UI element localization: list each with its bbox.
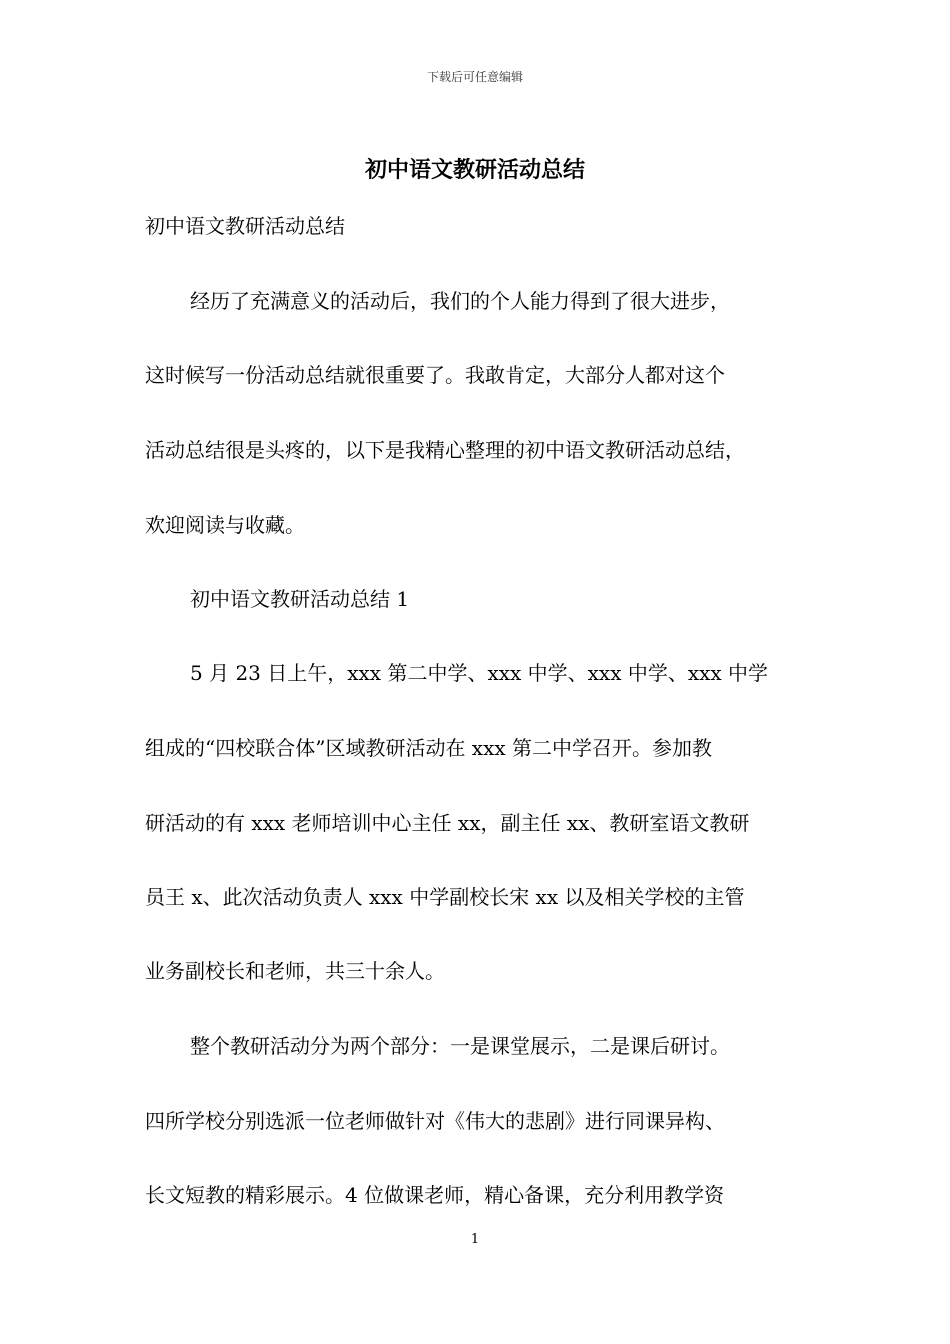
paragraph-line: 经历了充满意义的活动后，我们的个人能力得到了很大进步，	[190, 289, 730, 313]
paragraph-line: 整个教研活动分为两个部分：一是课堂展示，二是课后研讨。	[190, 1034, 730, 1058]
paragraph-line: 业务副校长和老师，共三十余人。	[145, 959, 445, 983]
page-number: 1	[470, 1232, 480, 1247]
paragraph-line: 这时候写一份活动总结就很重要了。我敢肯定，大部分人都对这个	[145, 363, 725, 387]
paragraph-line: 组成的“四校联合体”区域教研活动在 xxx 第二中学召开。参加教	[145, 736, 713, 760]
paragraph-line: 研活动的有 xxx 老师培训中心主任 xx，副主任 xx、教研室语文教研	[145, 811, 750, 835]
paragraph-line: 5 月 23 日上午，xxx 第二中学、xxx 中学、xxx 中学、xxx 中学	[190, 661, 769, 685]
document-title: 初中语文教研活动总结	[364, 157, 585, 183]
header-note: 下载后可任意编辑	[426, 70, 523, 84]
paragraph-line: 活动总结很是头疼的，以下是我精心整理的初中语文教研活动总结，	[145, 438, 745, 462]
paragraph-line: 员王 x、此次活动负责人 xxx 中学副校长宋 xx 以及相关学校的主管	[145, 885, 745, 909]
subtitle: 初中语文教研活动总结	[145, 214, 345, 238]
section-heading: 初中语文教研活动总结 1	[190, 587, 410, 611]
paragraph-line: 长文短教的精彩展示。4 位做课老师，精心备课，充分利用教学资	[145, 1183, 725, 1207]
paragraph-line: 四所学校分别选派一位老师做针对《伟大的悲剧》进行同课异构、	[145, 1109, 725, 1133]
paragraph-line: 欢迎阅读与收藏。	[145, 513, 305, 537]
